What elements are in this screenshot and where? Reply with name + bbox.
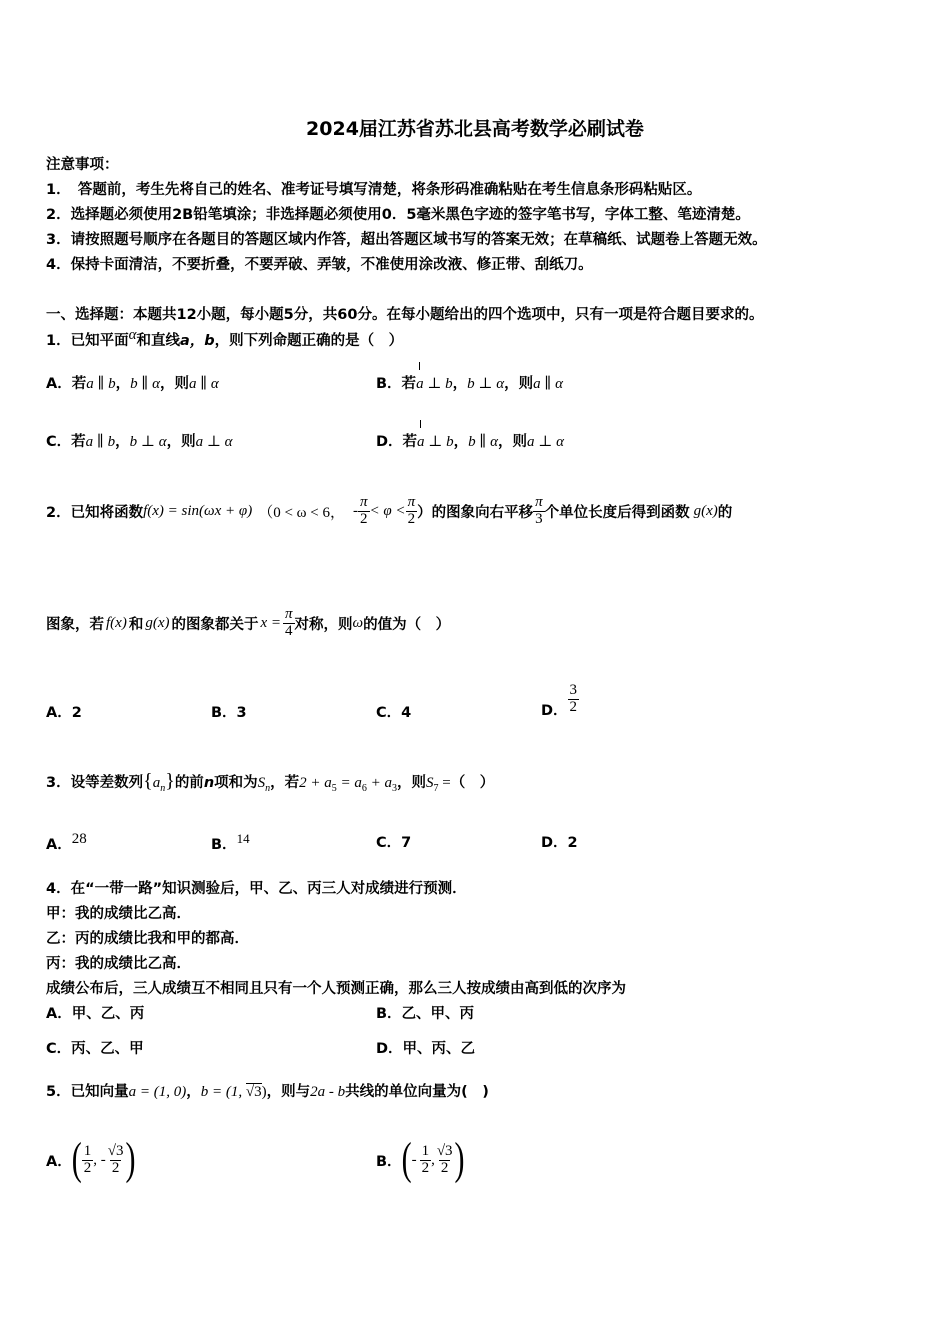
question-3-option-b[interactable]: B．$^{14}$ — [211, 831, 250, 853]
question-4-option-b[interactable]: B．乙、甲、丙 — [376, 1006, 475, 1022]
fraction: $\frac{3}{2}$ — [569, 681, 578, 715]
question-2-option-a[interactable]: A．2 — [46, 705, 82, 721]
question-4-line: 甲：我的成绩比乙高． — [46, 906, 191, 922]
question-2-option-c[interactable]: C．4 — [376, 705, 412, 721]
question-4-stem: 4．在“一带一路”知识测验后，甲、乙、丙三人对成绩进行预测． — [46, 881, 467, 897]
question-2-stem-cont: 图象，若 f(x) 和 g(x) 的图象都关于 x = $\frac{\pi}{4}$ 对称，则 ω 的值为（ ） — [46, 605, 451, 639]
question-2-option-b[interactable]: B．3 — [211, 705, 247, 721]
question-4-option-d[interactable]: D．甲、丙、乙 — [376, 1041, 476, 1057]
notice-heading: 注意事项： — [46, 157, 119, 173]
question-5-option-a[interactable]: A． ( $\frac{1}{2}$ , - $\frac{√3}{2}$ ) — [46, 1134, 136, 1184]
fraction: $\frac{√3}{2}$ — [436, 1142, 453, 1176]
question-1-option-c[interactable]: C．若a ∥ b，b ⊥ α，则a ⊥ α — [46, 434, 233, 450]
question-1-option-a[interactable]: A．若a ∥ b，b ∥ α，则a ∥ α — [46, 376, 219, 392]
notice-item: 3．请按照题号顺序在各题目的答题区域内作答，超出答题区域书写的答案无效；在草稿纸、试题卷上答题无效。 — [46, 232, 767, 248]
fraction: $\frac{1}{2}$ — [83, 1142, 92, 1176]
notice-item: 1． 答题前，考生先将自己的姓名、准考证号填写清楚，将条形码准确粘贴在考生信息条形码粘贴区。 — [46, 182, 702, 198]
page-title: 2024届江苏省苏北县高考数学必刷试卷 — [306, 118, 644, 140]
question-4-option-c[interactable]: C．丙、乙、甲 — [46, 1041, 144, 1057]
section-heading: 一、选择题：本题共12小题，每小题5分，共60分。在每小题给出的四个选项中，只有一项是符合题目要求的。 — [46, 307, 764, 323]
question-4-line: 丙：我的成绩比乙高． — [46, 956, 191, 972]
question-3-option-c[interactable]: C．7 — [376, 835, 412, 851]
question-4-option-a[interactable]: A．甲、乙、丙 — [46, 1006, 145, 1022]
question-4-line: 成绩公布后，三人成绩互不相同且只有一个人预测正确，那么三人按成绩由高到低的次序为 — [46, 981, 626, 997]
fraction: $\frac{\pi}{2}$ — [360, 493, 368, 527]
question-2-stem: 2．已知将函数 f(x) = sin(ωx + φ) （0 < ω < 6， - $\frac{\pi}{2}$ < φ < $\frac{\pi}{2}$ ）的图象向右平移 $\frac{\pi}{3}$ 个单位长度后得到函数 g(x) 的 — [46, 493, 733, 527]
question-1-stem: 1．已知平面$^\alpha$和直线a，b，则下列命题正确的是（ ） — [46, 327, 404, 349]
question-2-option-d[interactable]: D． $\frac{3}{2}$ — [541, 681, 578, 719]
question-3-stem: 3．设等差数列$\{a_n\}$的前n项和为$S_n$，若$2 + a_5 = a_6 + a_3$，则$S_7$ =（ ） — [46, 770, 495, 794]
question-5-stem: 5．已知向量a = (1, 0)，b = (1, √3)，则与2a - b共线的单位向量为( ) — [46, 1084, 489, 1100]
question-3-option-d[interactable]: D．2 — [541, 835, 578, 851]
question-4-line: 乙：丙的成绩比我和甲的都高． — [46, 931, 249, 947]
question-1-option-d[interactable]: D．若a ⊥ b，b ∥ α，则a ⊥ α — [376, 434, 564, 450]
question-1-option-b[interactable]: B．若a ⊥ b，b ⊥ α，则a ∥ α — [376, 376, 563, 392]
fraction: $\frac{\pi}{2}$ — [407, 493, 416, 527]
notice-item: 2．选择题必须使用2B铅笔填涂；非选择题必须使用0．5毫米黑色字迹的签字笔书写，字体工整、笔迹清楚。 — [46, 207, 750, 223]
question-3-option-a[interactable]: A．$^{28}$ — [46, 831, 87, 853]
fraction: $\frac{\pi}{3}$ — [535, 493, 543, 527]
question-5-option-b[interactable]: B． ( - $\frac{1}{2}$ , $\frac{√3}{2}$ ) — [376, 1134, 465, 1184]
fraction: $\frac{√3}{2}$ — [107, 1142, 124, 1176]
fraction: $\frac{1}{2}$ — [421, 1142, 430, 1176]
notice-item: 4．保持卡面清洁，不要折叠，不要弄破、弄皱，不准使用涂改液、修正带、刮纸刀。 — [46, 257, 593, 273]
fraction: $\frac{\pi}{4}$ — [285, 605, 293, 639]
